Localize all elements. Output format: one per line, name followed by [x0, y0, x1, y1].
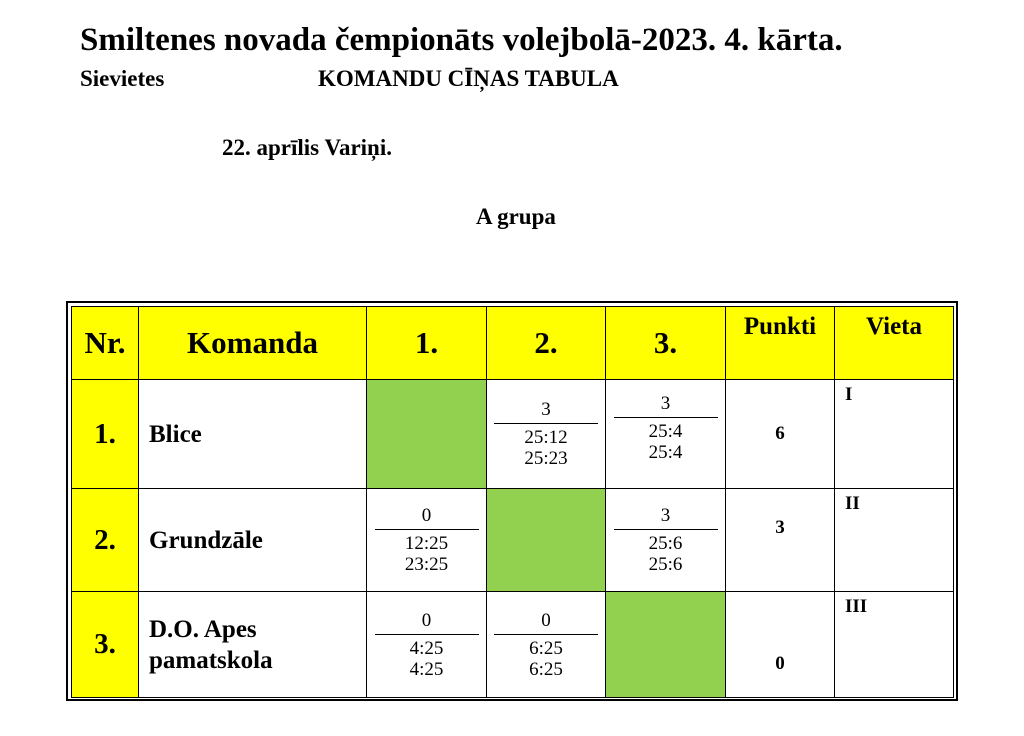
- final-place: I: [835, 380, 954, 489]
- team-name: [139, 489, 367, 592]
- team-name: [139, 592, 367, 698]
- match-points: 3: [614, 505, 718, 530]
- team-name-line: Blice: [149, 420, 202, 448]
- set-score: 4:25: [409, 658, 444, 680]
- self-match-cell: [367, 380, 487, 489]
- table-row: [72, 592, 954, 698]
- set-score: 25:4: [648, 442, 683, 463]
- header-team: Komanda: [139, 307, 367, 380]
- group-label: A grupa: [476, 204, 556, 229]
- match-points: 3: [614, 393, 718, 418]
- header-nr: Nr.: [72, 307, 139, 380]
- match-points: 0: [375, 610, 479, 635]
- set-score: 23:25: [404, 554, 449, 575]
- table-row: [72, 489, 954, 592]
- set-score: 12:25: [404, 533, 449, 554]
- match-result: [487, 380, 606, 489]
- standings-table: [71, 306, 954, 698]
- team-name-line: Grundzāle: [149, 526, 263, 554]
- header-col-2: 2.: [487, 307, 606, 380]
- set-score: 25:6: [648, 533, 683, 554]
- header-col-3: 3.: [606, 307, 726, 380]
- set-score: 25:12: [524, 427, 568, 448]
- team-name-line: D.O. Apes: [149, 615, 257, 643]
- match-result: [606, 380, 726, 489]
- header-row: [72, 307, 954, 380]
- match-result: [367, 592, 487, 698]
- date-location: 22. aprīlis Variņi.: [222, 135, 392, 160]
- team-name-line: pamatskola: [149, 646, 273, 674]
- match-result: [606, 489, 726, 592]
- final-place: III: [835, 592, 954, 698]
- match-result: [367, 489, 487, 592]
- header-points: Punkti: [726, 307, 835, 380]
- self-match-cell: [606, 592, 726, 698]
- final-place: II: [835, 489, 954, 592]
- total-points: 3: [726, 489, 835, 592]
- total-points: 0: [726, 592, 835, 698]
- self-match-cell: [487, 489, 606, 592]
- header-col-1: 1.: [367, 307, 487, 380]
- table-row: [72, 380, 954, 489]
- header-place: Vieta: [835, 307, 954, 380]
- table-subtitle: KOMANDU CĪŅAS TABULA: [318, 66, 619, 91]
- set-score: 25:23: [524, 448, 568, 469]
- row-number: 3.: [72, 592, 139, 698]
- match-points: 3: [494, 399, 598, 424]
- match-points: 0: [494, 610, 598, 635]
- set-score: 25:6: [648, 554, 683, 575]
- team-name: [139, 380, 367, 489]
- total-points: 6: [726, 380, 835, 489]
- set-score: 6:25: [529, 637, 563, 659]
- page-title: Smiltenes novada čempionāts volejbolā-2023. 4. kārta.: [80, 22, 843, 58]
- row-number: 2.: [72, 489, 139, 592]
- match-result: [487, 592, 606, 698]
- set-score: 6:25: [529, 658, 563, 680]
- category-label: Sievietes: [80, 66, 165, 91]
- match-points: 0: [375, 505, 479, 530]
- row-number: 1.: [72, 380, 139, 489]
- set-score: 25:4: [648, 421, 683, 442]
- set-score: 4:25: [409, 637, 444, 659]
